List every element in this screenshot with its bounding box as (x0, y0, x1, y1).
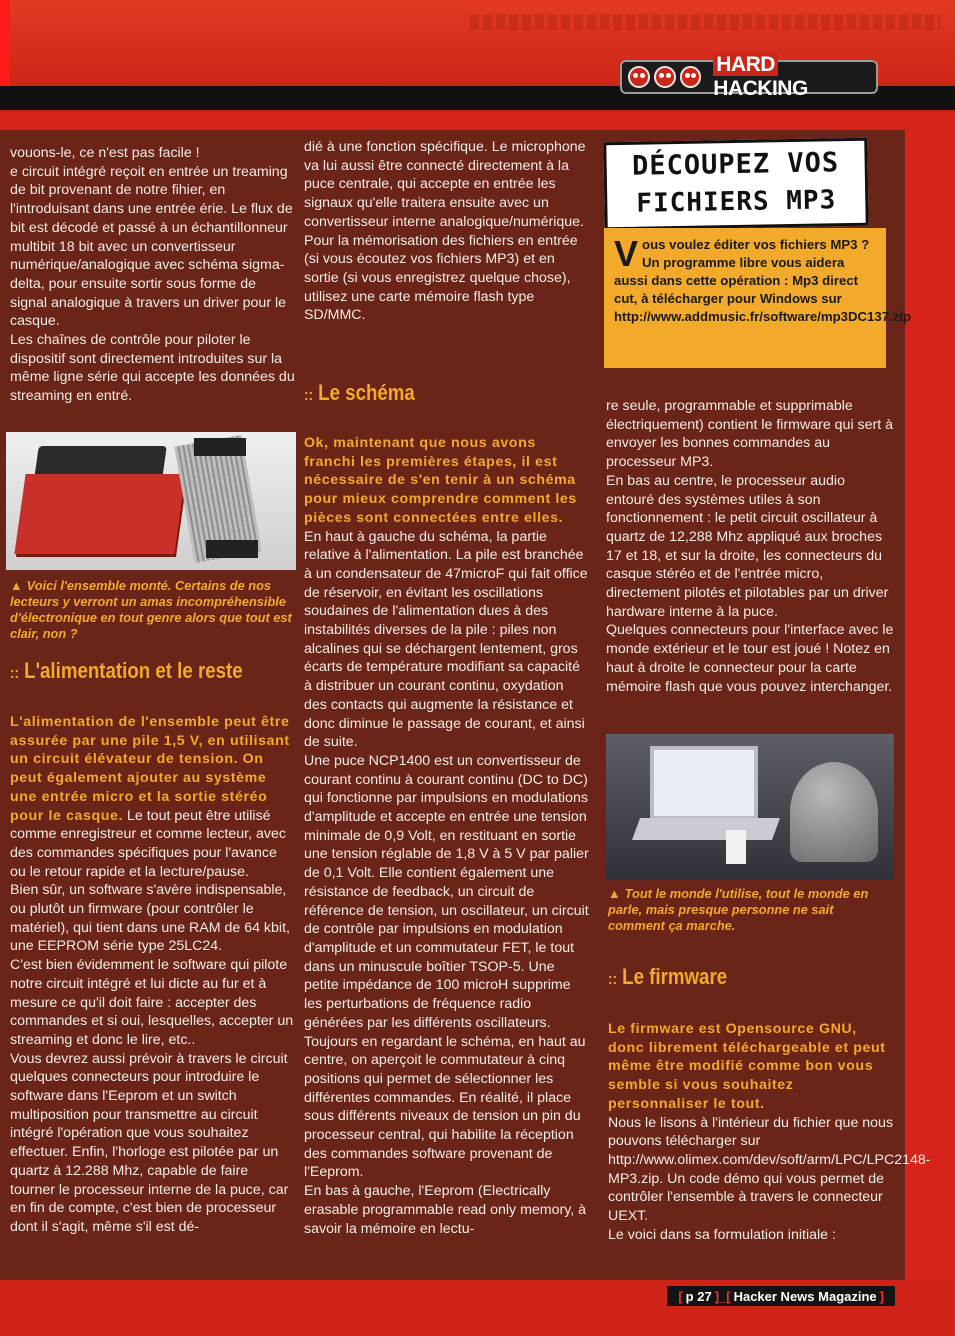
column-3-top (606, 397, 894, 696)
photo-caption-2: ▲ Tout le monde l'utilise, tout le monde en parle, mais presque personne ne sait comment ça marche. (608, 886, 869, 933)
paragraph: re seule, programmable et supprimable électriquement) contient le firmware qui sert à envoyer les bonnes commandes au processeur MP3. (606, 398, 894, 471)
paragraph: Toujours en regardant le schéma, en haut au centre, on aperçoit le commutateur à cinq positions qui permet de sélectionner les différentes commandes. En réalité, il place sous différents niveaux de tension un pin du processeur central, qui habilite la réception des commandes software provenant de l'Eeprom. (304, 1033, 586, 1181)
paragraph: e circuit intégré reçoit en entrée un treaming de bit provenant de notre fihier, en l'introduisant dans une entrée érie. Le flux de bit est décodé et passé à un échantillonneur multibit 18 bit avec un convertisseur numérique/analogique avec schéma sigma-delta, pour ensuite sortir sous forme de signal analogique à travers un driver pour le casque. (10, 163, 293, 330)
paragraph: Quelques connecteurs pour l'interface avec le monde extérieur et le tour est joué ! Notez en haut à droite le connecteur pour la carte mémoire flash que vous pouvez interchanger. (606, 622, 894, 695)
paragraph: C'est bien évidemment le software qui pilote notre circuit intégré et lui dicte au fur et à mesure ce qu'il doit faire : accepter des commandes et si oui, lesquelles, accepter un streaming et donc le lire, etc.. (10, 957, 294, 1048)
triangle-icon: ▲ (608, 886, 621, 901)
paragraph: En bas au centre, le processeur audio entouré des systèmes utiles à son fonctionnement : le petit circuit oscillateur à quartz de 12,288 Mhz appliqué aux broches 17 et 18, et sur la droite, les connecteurs du casque stéréo et de l'entrée micro, directement pilotés et pilotables par un driver hardware interne à la puce. (606, 472, 889, 620)
edge-tab (0, 0, 10, 95)
paragraph: Les chaînes de contrôle pour piloter le dispositif sont directement introduites sur la même ligne série qui accepte les données du streaming en entré. (10, 332, 295, 405)
box-title: DÉCOUPEZ VOS FICHIERS MP3 (603, 138, 868, 231)
assembled-board-photo (6, 432, 296, 570)
skull-icon (628, 66, 650, 88)
laptop-speaker-photo (606, 734, 894, 880)
paragraph: En bas à gauche, l'Eeprom (Electrically erasable programmable read only memory, à savoir la mémoire en lectu- (304, 1183, 587, 1237)
triangle-icon: ▲ (10, 578, 23, 593)
paragraph: Une puce NCP1400 est un convertisseur de courant continu à courant continu (DC to DC) qui fonctionne par impulsions en modulations d'amplitude et accepte en entrée une tension minimale de 0,9 Volt, en restituant en sortie une tension réglable de 1,8 V à 5 V par palier de 0,1 Volt. Elle contient également une résistance de feedback, un circuit de référence de tension, un oscillateur, un circuit de contrôle par impulsions en modulation d'amplitude et un commutateur FET, le tout dans un minuscule boîtier TSOP-5. Une petite impédance de 100 microH supprime les perturbations de fréquence radio générées par les différents oscillateurs. (304, 752, 589, 1031)
paragraph: Vous devrez aussi prévoir à travers le circuit quelques connecteurs pour introduire le software dans l'Eeprom et un switch multiposition pour transmettre au circuit intégré l'opération que vous souhaitez effectuer. Enfin, l'horloge est pilotée par un quartz à 12.288 Mhz, capable de faire tourner le processeur interne de la puce, car en fin de compte, c'est bien de processeur dont il s'agit, même s'il est dé- (10, 1050, 289, 1235)
mp3-sidebar-box (596, 132, 912, 374)
column-2-top (304, 138, 589, 325)
column-1-body: L'alimentation de l'ensemble peut être assurée par une pile 1,5 V, en utilisant un circuit élévateur de tension. On peut également ajouter au système une entrée micro et la sortie stéréo pour le casque. Le tout peut être utilisé comme enregistreur et comme lecteur, avec des commandes spécifiques pour l'avance ou le retour rapide et la lecture/pause. Bien sûr, un software s'avère indispensable, ou plutôt un firmware (pour contrôler le matériel), qui tient dans une RAM de 64 kbit, une EEPROM série type 25LC24. C'est bien évidemment le software qui pilote notre circuit intégré et lui dicte au fur et à mesure ce qu'il doit faire : accepter des commandes et si oui, lesquelles, accepter un streaming et donc le lire, etc.. Vous devrez aussi prévoir à travers le circuit quelques connecteurs pour introduire le software dans l'Eeprom et un switch multiposition pour transmettre au circuit intégré l'opération que vous souhaitez effectuer. Enfin, l'horloge est pilotée par un quartz à 12.288 Mhz, capable de faire tourner le processeur interne de la puce, car en fin de compte, c'est bien de processeur dont il s'agit, même s'il est dé- (10, 714, 294, 1235)
column-3-body (608, 1020, 931, 1244)
page-footer: [ p 27 ]_[ Hacker News Magazine ] (667, 1286, 895, 1306)
column-1-top (10, 144, 295, 406)
paragraph: Le voici dans sa formulation initiale : (608, 1226, 836, 1243)
heading-firmware: :: Le firmware (608, 964, 728, 989)
column-2-body (304, 434, 589, 1238)
lead-paragraph: L'alimentation de l'ensemble peut être assurée par une pile 1,5 V, en utilisant un circuit élévateur de tension. On peut également ajouter au système une entrée micro et la sortie stéréo pour le casque. (10, 714, 290, 824)
paragraph: dié à une fonction spécifique. Le microphone va lui aussi être connecté directement à la puce centrale, qui accepte en entrée les signaux qu'elle traitera ensuite avec un convertisseur interne analogique/numérique. (304, 139, 586, 230)
photo-caption-1: ▲ Voici l'ensemble monté. Certains de nos lecteurs y verront un amas incompréhensible d'électronique en tout genre alors que tout est clair, non ? (10, 578, 292, 641)
skull-icon (680, 66, 702, 88)
section-logo-text: HARD HACKING (713, 53, 808, 100)
page-number: p 27 (685, 1288, 712, 1304)
paragraph: Bien sûr, un software s'avère indispensable, ou plutôt un firmware (pour contrôler le matériel), qui tient dans une RAM de 64 kbit, une EEPROM série type 25LC24. (10, 882, 290, 955)
skull-icon (654, 66, 676, 88)
paragraph: Nous le lisons à l'intérieur du fichier que nous pouvons télécharger sur http://www.olimex.com/dev/soft/arm/LPC/LPC2148-MP3.zip. Un code démo qui vous permet de contrôler l'ensemble à travers le connecteur UEXT. (608, 1114, 931, 1225)
lead-paragraph: Le firmware est Opensource GNU, donc librement téléchargeable et peut même être modifié comme bon vous semble si vous souhaitez personnaliser le tout. (608, 1021, 886, 1112)
show-through-text (470, 14, 940, 30)
paragraph: vouons-le, ce n'est pas facile ! (10, 145, 200, 161)
box-text: Vous voulez éditer vos fichiers MP3 ? Un programme libre vous aidera aussi dans cette opération : Mp3 direct cut, à télécharger pour Windows sur http://www.addmusic.fr/software/mp3DC137.zip (604, 228, 886, 368)
hard-hacking-logo (620, 53, 878, 100)
paragraph: Pour la mémorisation des fichiers en entrée (si vous écoutez vos fichiers MP3) et en sortie (si vous enregistrez quelque chose), utilisez une carte mémoire flash type SD/MMC. (304, 232, 578, 324)
paragraph: En haut à gauche du schéma, la partie relative à l'alimentation. La pile est branchée à un condensateur de 47microF qui fait office de réservoir, en évitant les oscillations soudaines de l'alimentation dues à des instabilités diverses de la pile : piles non alcalines qui se déchargent lentement, gros écarts de température modifiant sa capacité à distribuer un courant continu, oxydation des contacts qui augmente la résistance et donc diminue le passage de courant, et ainsi de suite. (304, 528, 588, 751)
magazine-name: Hacker News Magazine (733, 1288, 877, 1304)
heading-alimentation: :: L'alimentation et le reste (10, 658, 243, 683)
lead-paragraph: Ok, maintenant que nous avons franchi les premières étapes, il est nécessaire de s'en tenir à un schéma pour mieux comprendre comment les pièces sont connectées entre elles. (304, 435, 577, 526)
heading-schema: :: Le schéma (304, 380, 415, 405)
drop-cap: V (614, 233, 639, 274)
